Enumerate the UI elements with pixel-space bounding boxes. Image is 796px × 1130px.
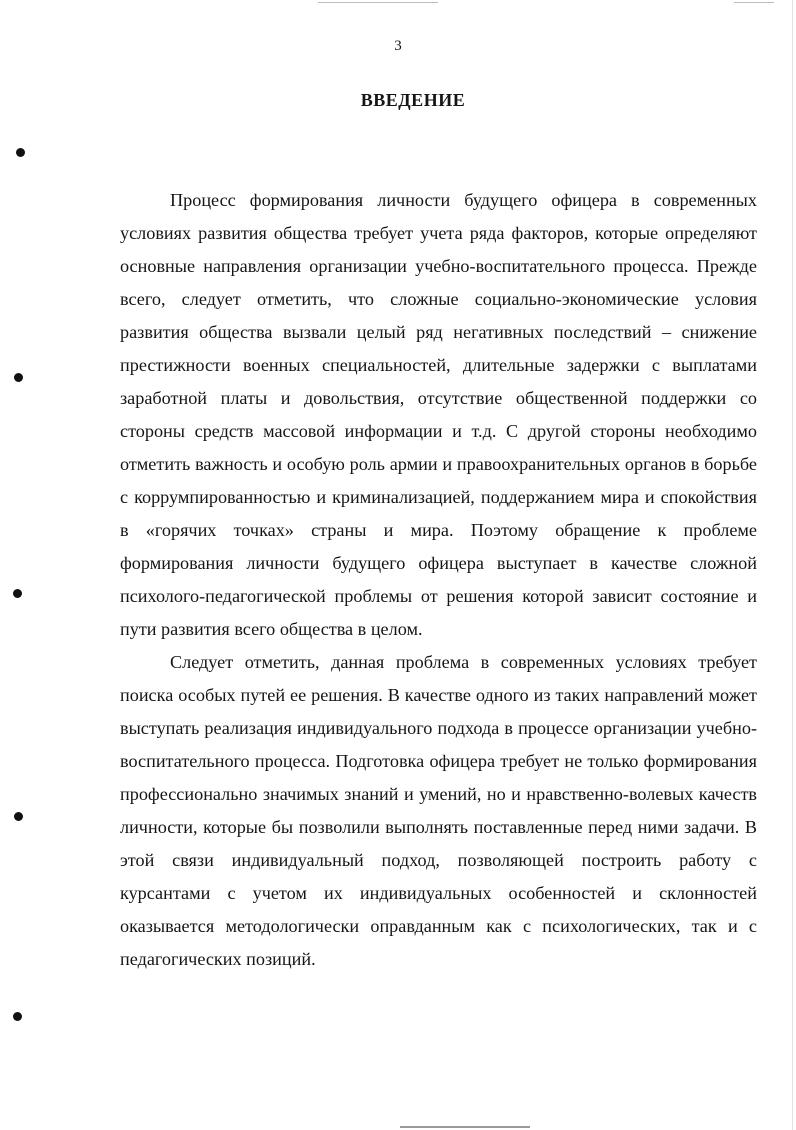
paragraph: Следует отметить, данная проблема в современных условиях требует поиска особых путей ее решения. В качестве одного из таких направлений может выступать реализация индивидуального подхода в процессе организации учебно-воспитательного процесса. Подготовка офицера требует не только формирования профессионально значимых знаний и умений, но и нравственно-волевых качеств личности, которые бы позволили выполнять поставленные перед ними задачи. В этой связи индивидуальный подход, позволяющей построить работу с курсантами с учетом их индивидуальных особенностей и склонностей оказывается методологически оправданным как с психологических, так и с педагогических позиций. (120, 652, 757, 969)
page-title: ВВЕДЕНИЕ (360, 90, 466, 110)
paragraph: Процесс формирования личности будущего офицера в современных условиях развития общества требует учета ряда факторов, которые определяют основные направления организации учебно-воспитательного процесса. Прежде всего, следует отметить, что сложные социально-экономические условия развития общества вызвали целый ряд негативных последствий – снижение престижности военных специальностей, длительные задержки с выплатами заработной платы и довольствия, отсутствие общественной поддержки со стороны средств массовой информации и т.д. С другой стороны необходимо отметить важность и особую роль армии и правоохранительных органов в борьбе с коррумпированностью и криминализацией, поддержанием мира и спокойствия в «горячих точках» страны и мира. Поэтому обращение к проблеме формирования личности будущего офицера выступает в качестве сложной психолого-педагогической проблемы от решения которой зависит состояние и пути развития всего общества в целом. (120, 190, 757, 639)
binding-hole-mark (14, 812, 23, 821)
scan-edge-right (792, 0, 793, 1130)
body-text (120, 184, 757, 976)
scan-edge-top (318, 2, 438, 3)
binding-hole-mark (16, 148, 25, 157)
scan-edge-top-right (734, 2, 774, 3)
binding-hole-mark (14, 373, 23, 382)
page-number: 3 (394, 38, 402, 54)
binding-hole-mark (13, 1012, 22, 1021)
binding-hole-mark (13, 589, 22, 598)
scan-edge-bottom (400, 1126, 530, 1128)
